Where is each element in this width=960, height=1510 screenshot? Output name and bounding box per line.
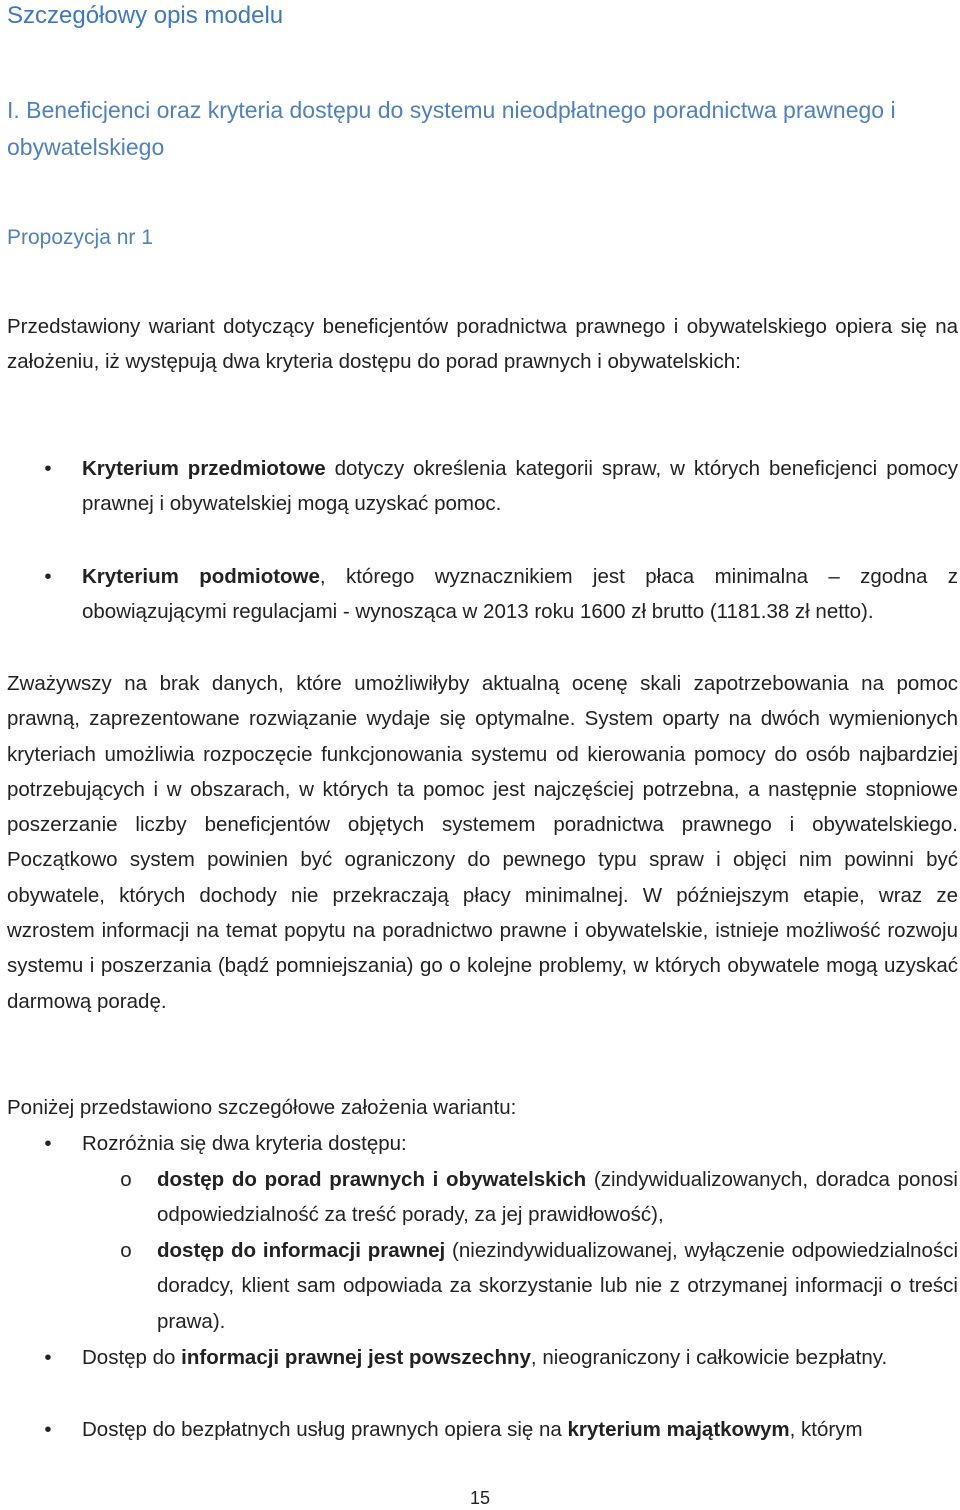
assumption-criteria-text: Rozróżnia się dwa kryteria dostępu: bbox=[82, 1132, 407, 1155]
property-criterion-bold: kryterium majątkowym bbox=[567, 1418, 790, 1441]
sub-bullet-marker: o bbox=[120, 1168, 132, 1191]
bullet-marker: • bbox=[44, 1346, 52, 1369]
assumption-property-criterion bbox=[44, 1412, 958, 1447]
criterion-subject-title: Kryterium przedmiotowe bbox=[82, 457, 326, 480]
sub-item-information-text: (niezindywidualizowanej, wyłączenie odpowiedzialności doradcy, klient sam odpowiada za skorzystanie lub nie z otrzymanej informacji o treści prawa). bbox=[157, 1239, 958, 1333]
criterion-income-title: Kryterium podmiotowe bbox=[82, 565, 320, 588]
bullet-marker: • bbox=[44, 1418, 52, 1441]
sub-item-information-title: dostęp do informacji prawnej bbox=[157, 1239, 446, 1262]
sub-bullet-marker: o bbox=[120, 1239, 132, 1262]
criterion-subject bbox=[44, 451, 958, 522]
main-paragraph: Zważywszy na brak danych, które umożliwiłyby aktualną ocenę skali zapotrzebowania na pomoc prawną, zaprezentowane rozwiązanie wydaje się optymalne. System oparty na dwóch wymienionych kryteriach umożliwia rozpoczęcie funkcjonowania systemu od kierowania pomocy do osób najbardziej potrzebujących i w obszarach, w których ta pomoc jest najczęściej potrzebna, a następnie stopniowe poszerzanie liczby beneficjentów objętych systemem poradnictwa prawnego i obywatelskiego. Początkowo system powinien być ograniczony do pewnego typu spraw i objęci nim powinni być obywatele, których dochody nie przekraczają płacy minimalnej. W późniejszym etapie, wraz ze wzrostem informacji na temat popytu na poradnictwo prawne i obywatelskie, istnieje możliwość rozwoju systemu i poszerzania (bądź pomniejszania) go o kolejne problemy, w których obywatele mogą uzyskać darmową poradę. bbox=[7, 672, 958, 1013]
bullet-marker: • bbox=[44, 457, 52, 480]
bullet-marker: • bbox=[44, 1132, 52, 1155]
section-heading: I. Beneficjenci oraz kryteria dostępu do systemu nieodpłatnego poradnictwa prawnego i obywatelskiego bbox=[7, 97, 896, 160]
assumptions-intro: Poniżej przedstawiono szczegółowe założenia wariantu: bbox=[7, 1096, 517, 1119]
criterion-subject-text: dotyczy określenia kategorii spraw, w których beneficjenci pomocy prawnej i obywatelskiej mogą uzyskać pomoc. bbox=[82, 457, 958, 516]
criterion-income bbox=[44, 559, 959, 630]
proposal-heading: Propozycja nr 1 bbox=[7, 226, 153, 249]
universal-access-text-pre: Dostęp do bbox=[82, 1346, 182, 1369]
universal-access-text-post: , nieograniczony i całkowicie bezpłatny. bbox=[530, 1346, 888, 1369]
assumption-criteria bbox=[44, 1126, 958, 1161]
sub-item-advice-title: dostęp do porad prawnych i obywatelskich bbox=[157, 1168, 587, 1191]
criterion-income-text: , którego wyznacznikiem jest płaca minimalna – zgodna z obowiązującymi regulacjami - wynosząca w 2013 roku 1600 zł brutto (1181.38 zł netto). bbox=[82, 565, 959, 624]
universal-access-bold-1: informacji prawnej bbox=[181, 1346, 363, 1369]
sub-item-advice-access bbox=[120, 1162, 958, 1233]
page-number: 15 bbox=[469, 1488, 491, 1508]
sub-item-information-access bbox=[120, 1233, 958, 1339]
intro-paragraph: Przedstawiony wariant dotyczący beneficjentów poradnictwa prawnego i obywatelskiego opiera się na założeniu, iż występują dwa kryteria dostępu do porad prawnych i obywatelskich: bbox=[7, 315, 958, 374]
sub-item-advice-text: (zindywidualizowanych, doradca ponosi odpowiedzialność za treść porady, za jej prawidłowość), bbox=[157, 1168, 958, 1227]
property-criterion-text-post: , którym bbox=[789, 1418, 863, 1441]
page-heading: Szczegółowy opis modelu bbox=[7, 2, 284, 29]
bullet-marker: • bbox=[44, 565, 52, 588]
assumption-universal-access bbox=[44, 1340, 958, 1375]
property-criterion-text-pre: Dostęp do bezpłatnych usług prawnych opiera się na bbox=[82, 1418, 568, 1441]
universal-access-bold-2: jest powszechny bbox=[368, 1346, 531, 1369]
